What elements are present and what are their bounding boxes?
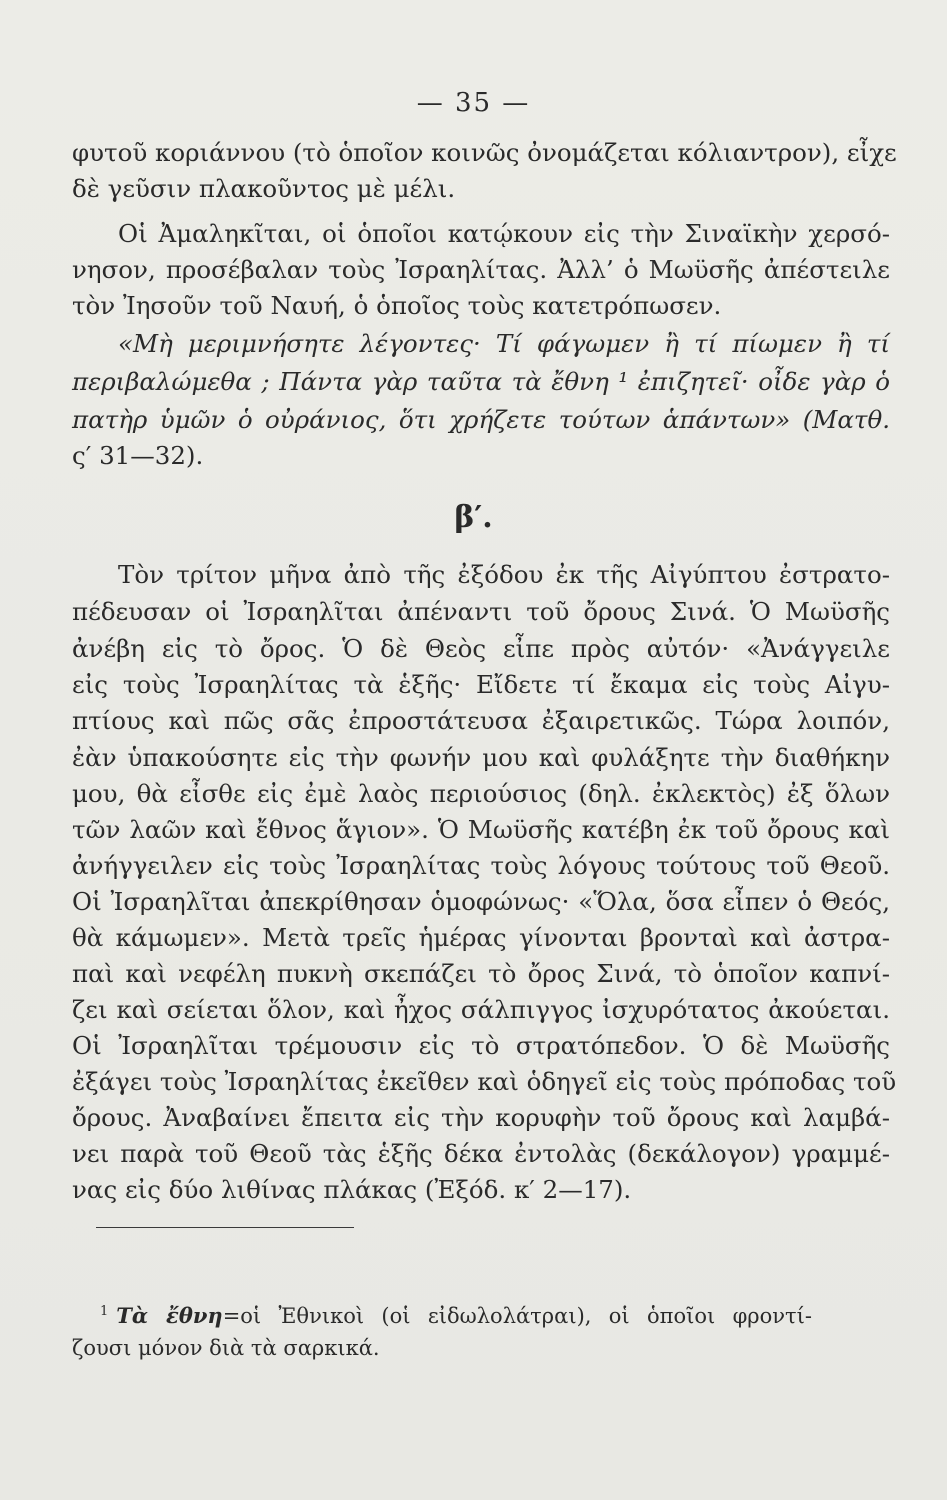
- text-line: Τὸν τρίτον μῆνα ἀπὸ τῆς ἐξόδου ἐκ τῆς Αἰγύπτου ἐστρατο-: [118, 560, 890, 589]
- text-line: νησον, προσέβαλαν τοὺς Ἰσραηλίτας. Ἀλλ’ ὁ Μωϋσῆς ἀπέστειλε: [72, 255, 890, 284]
- text-line: πτίους καὶ πῶς σᾶς ἐπροστάτευσα ἐξαιρετικῶς. Τώρα λοιπόν,: [72, 706, 890, 735]
- text-line: φυτοῦ κοριάννου (τὸ ὁποῖον κοινῶς ὀνομάζεται κόλιαντρον), εἶχε: [72, 138, 897, 167]
- footnote-term: Τὰ ἔθνη: [116, 1303, 223, 1328]
- text-line: νει παρὰ τοῦ Θεοῦ τὰς ἑξῆς δέκα ἐντολὰς (δεκάλογον) γραμμέ-: [72, 1139, 890, 1168]
- text-line: Οἱ Ἀμαληκῖται, οἱ ὁποῖοι κατῴκουν εἰς τὴν Σιναϊκὴν χερσό-: [118, 219, 890, 248]
- page-number: — 35 —: [416, 88, 531, 118]
- text-line: ἐὰν ὑπακούσητε εἰς τὴν φωνήν μου καὶ φυλάξητε τὴν διαθήκην: [72, 743, 890, 772]
- footnote-divider: [96, 1227, 354, 1228]
- text-line: τὸν Ἰησοῦν τοῦ Ναυή, ὁ ὁποῖος τοὺς κατετρόπωσεν.: [72, 291, 722, 320]
- footnote-line: [100, 1297, 812, 1331]
- footnote-mark: 1: [100, 1304, 109, 1319]
- text-line: ὄρους. Ἀναβαίνει ἔπειτα εἰς τὴν κορυφὴν τοῦ ὄρους καὶ λαμβά-: [72, 1103, 890, 1132]
- text-line: μου, θὰ εἶσθε εἰς ἐμὲ λαὸς περιούσιος (δηλ. ἐκλεκτὸς) ἐξ ὅλων: [72, 779, 890, 808]
- quote-line: πατὴρ ὑμῶν ὁ οὐράνιος, ὅτι χρήζετε τούτων ἁπάντων» (Ματθ.: [72, 405, 890, 434]
- text-line: ἀνήγγειλεν εἰς τοὺς Ἰσραηλίτας τοὺς λόγους τούτους τοῦ Θεοῦ.: [72, 851, 890, 880]
- text-line: Οἱ Ἰσραηλῖται τρέμουσιν εἰς τὸ στρατόπεδον. Ὁ δὲ Μωϋσῆς: [72, 1031, 890, 1060]
- text-line: ἐξάγει τοὺς Ἰσραηλίτας ἐκεῖθεν καὶ ὁδηγεῖ εἰς τοὺς πρόποδας τοῦ: [72, 1067, 897, 1096]
- footnote-text: =οἱ Ἐθνικοὶ (οἱ εἰδωλολάτραι), οἱ ὁποῖοι φροντί-: [222, 1304, 812, 1328]
- text-line: παὶ καὶ νεφέλη πυκνὴ σκεπάζει τὸ ὄρος Σινά, τὸ ὁποῖον καπνί-: [72, 959, 890, 988]
- footnote-line: ζουσι μόνον διὰ τὰ σαρκικά.: [72, 1336, 380, 1360]
- text-line: εἰς τοὺς Ἰσραηλίτας τὰ ἑξῆς· Εἴδετε τί ἔκαμα εἰς τοὺς Αἰγυ-: [72, 670, 890, 699]
- text-line: ἀνέβη εἰς τὸ ὄρος. Ὁ δὲ Θεὸς εἶπε πρὸς αὐτόν· «Ἀνάγγειλε: [72, 634, 890, 663]
- text-line: δὲ γεῦσιν πλακοῦντος μὲ μέλι.: [72, 174, 456, 203]
- text-line: ς′ 31—32).: [72, 441, 204, 470]
- text-line: θὰ κάμωμεν». Μετὰ τρεῖς ἡμέρας γίνονται βρονταὶ καὶ ἀστρα-: [72, 923, 890, 952]
- text-line: πέδευσαν οἱ Ἰσραηλῖται ἀπέναντι τοῦ ὄρους Σινά. Ὁ Μωϋσῆς: [72, 597, 890, 626]
- section-heading: β′.: [454, 500, 493, 535]
- text-line: ζει καὶ σείεται ὅλον, καὶ ἦχος σάλπιγγος ἰσχυρότατος ἀκούεται.: [72, 995, 890, 1024]
- text-line: τῶν λαῶν καὶ ἔθνος ἅγιον». Ὁ Μωϋσῆς κατέβη ἐκ τοῦ ὄρους καὶ: [72, 815, 890, 844]
- text-line: Οἱ Ἰσραηλῖται ἀπεκρίθησαν ὁμοφώνως· «Ὅλα, ὅσα εἶπεν ὁ Θεός,: [72, 887, 890, 916]
- quote-line: «Μὴ μεριμνήσητε λέγοντες· Τί φάγωμεν ἢ τί πίωμεν ἢ τί: [118, 329, 890, 358]
- quote-line: περιβαλώμεθα ; Πάντα γὰρ ταῦτα τὰ ἔθνη ¹ ἐπιζητεῖ· οἶδε γὰρ ὁ: [72, 367, 890, 396]
- text-line: νας εἰς δύο λιθίνας πλάκας (Ἐξόδ. κ′ 2—17).: [72, 1175, 632, 1204]
